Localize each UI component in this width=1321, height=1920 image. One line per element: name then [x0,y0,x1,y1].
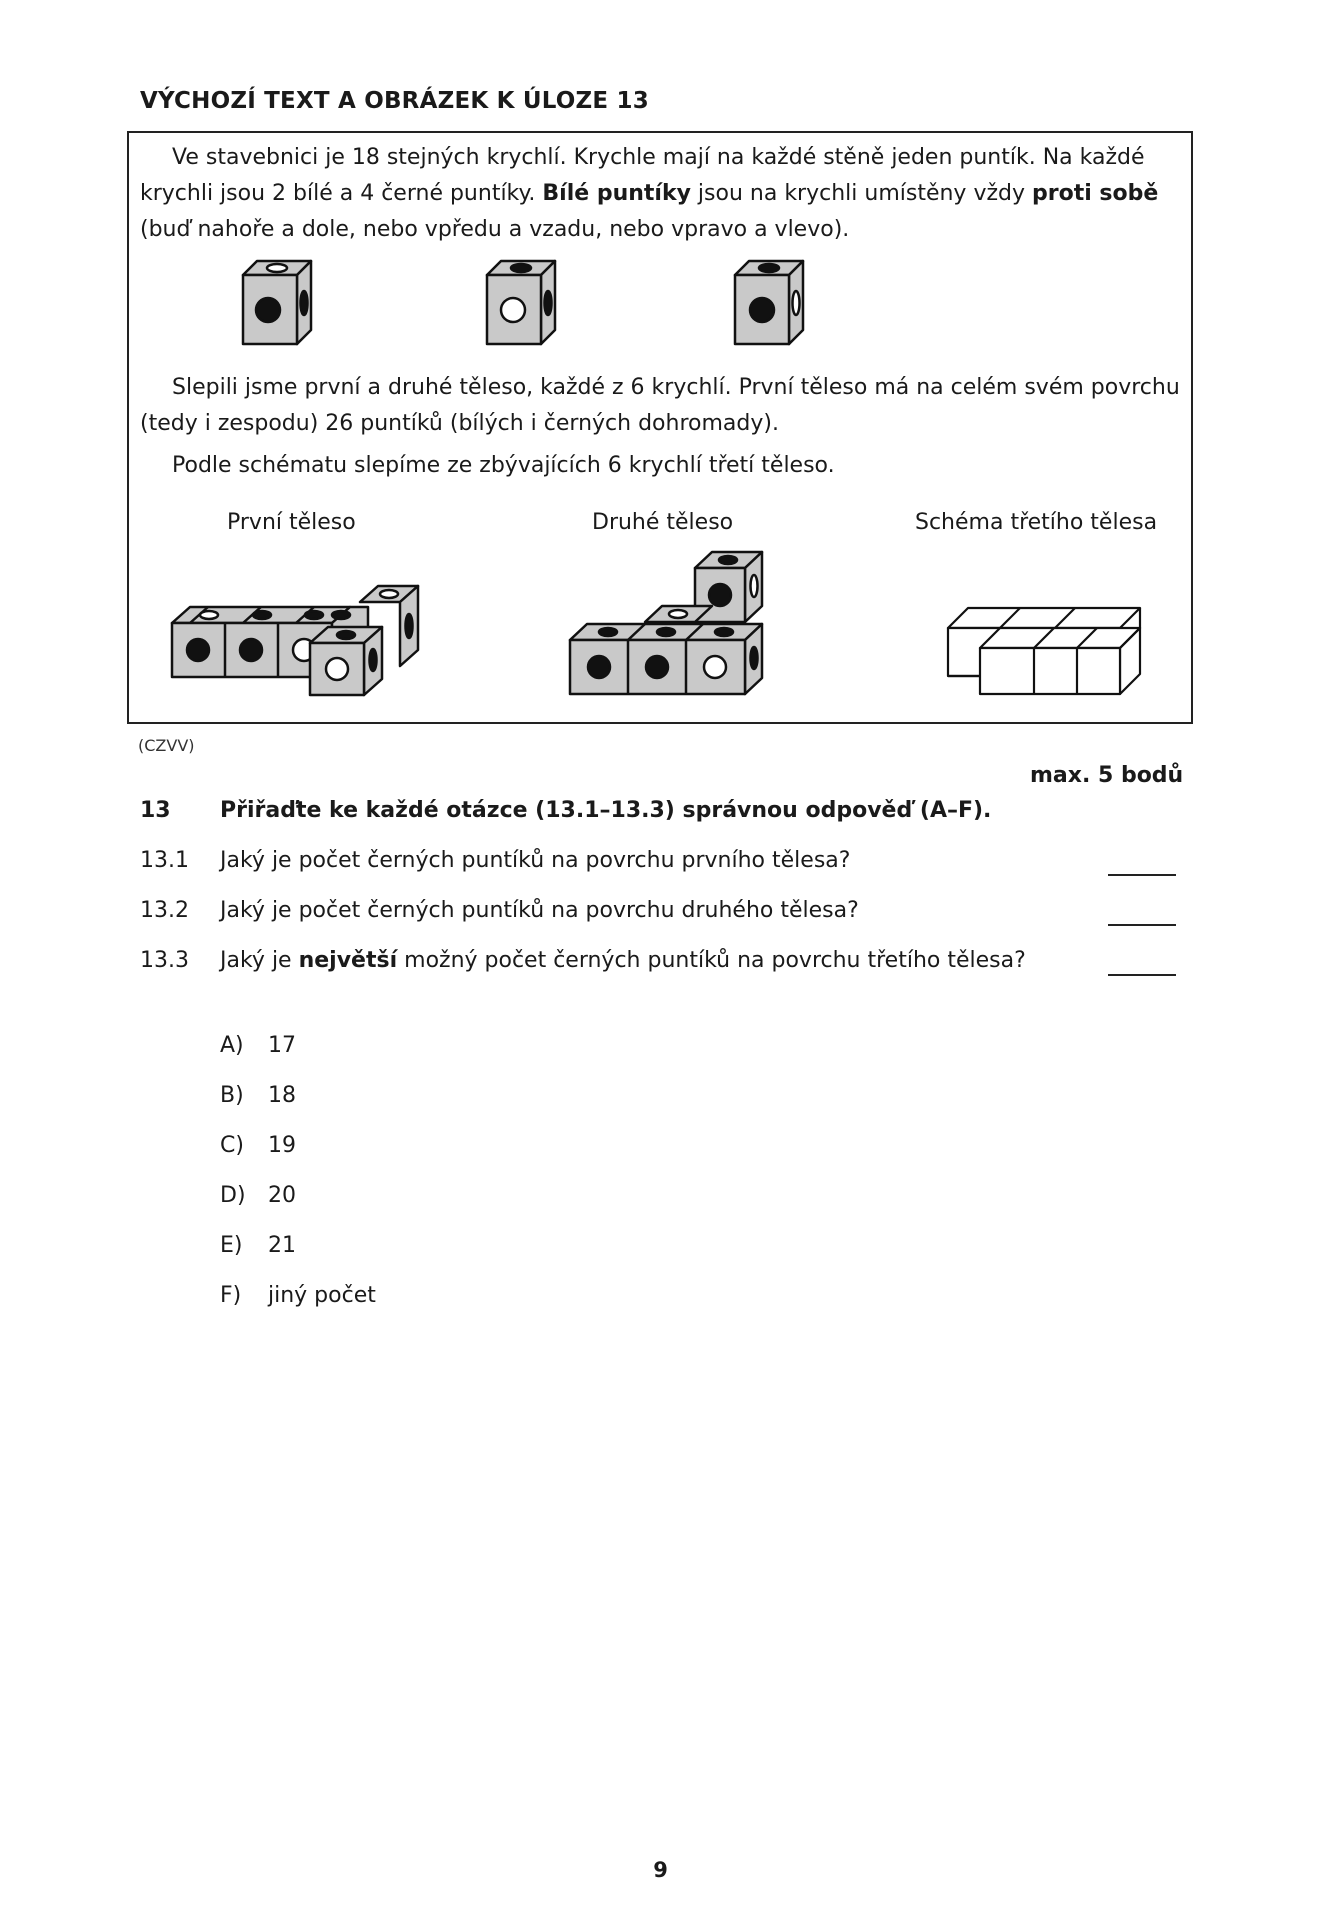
question-text-part: možný počet černých puntíků na povrchu třetího tělesa? [397,948,1026,973]
caption-third-scheme: Schéma třetího tělesa [915,510,1158,535]
option-letter: C) [220,1133,244,1158]
question-number: 13.1 [140,848,189,873]
option-value: jiný počet [268,1283,376,1308]
question-text-bold: největší [298,948,398,973]
intro-text-1a: Ve stavebnici je 18 stejných krychlí. Krychle mají na každé stěně jeden puntík. Na každé krychli jsou 2 bílé a 4 černé puntíky. [140,145,1145,206]
option-value: 21 [268,1233,296,1258]
task-number: 13 [140,798,171,823]
page-number: 9 [653,1858,668,1882]
solids-illustration [0,0,1321,720]
question-text: Jaký je počet černých puntíků na povrchu prvního tělesa? [220,848,851,873]
option-value: 17 [268,1033,296,1058]
task-instruction: Přiřaďte ke každé otázce (13.1–13.3) správnou odpověď (A–F). [220,798,992,823]
option-letter: D) [220,1183,246,1208]
intro-text-1e: (buď nahoře a dole, nebo vpředu a vzadu, nebo vpravo a vlevo). [140,217,850,242]
first-solid [172,586,418,695]
answer-blank[interactable] [1108,974,1176,976]
intro-bold-opposite: proti sobě [1032,181,1159,206]
question-text: Jaký je počet černých puntíků na povrchu druhého tělesa? [220,898,859,923]
option-value: 20 [268,1183,296,1208]
caption-first-solid: První těleso [227,510,356,535]
third-solid-scheme [948,608,1140,694]
question-text [220,948,1026,973]
answer-blank[interactable] [1108,874,1176,876]
question-number: 13.2 [140,898,189,923]
option-letter: A) [220,1033,244,1058]
intro-text-3: Podle schématu slepíme ze zbývajících 6 krychlí třetí těleso. [172,453,835,478]
intro-bold-white-dots: Bílé puntíky [542,181,691,206]
option-value: 18 [268,1083,296,1108]
option-value: 19 [268,1133,296,1158]
caption-second-solid: Druhé těleso [592,510,734,535]
intro-text-2: Slepili jsme první a druhé těleso, každé z 6 krychlí. První těleso má na celém svém povrchu (tedy i zespodu) 26 puntíků (bílých i černých dohromady). [140,375,1180,436]
section-heading: VÝCHOZÍ TEXT A OBRÁZEK K ÚLOZE 13 [140,88,649,114]
intro-text-1c: jsou na krychli umístěny vždy [690,181,1032,206]
option-letter: F) [220,1283,242,1308]
option-letter: B) [220,1083,244,1108]
question-text-part: Jaký je [220,948,299,973]
question-number: 13.3 [140,948,189,973]
option-letter: E) [220,1233,243,1258]
answer-blank[interactable] [1108,924,1176,926]
max-points: max. 5 bodů [1030,763,1184,788]
second-solid [570,552,762,694]
source-note: (CZVV) [138,736,195,755]
